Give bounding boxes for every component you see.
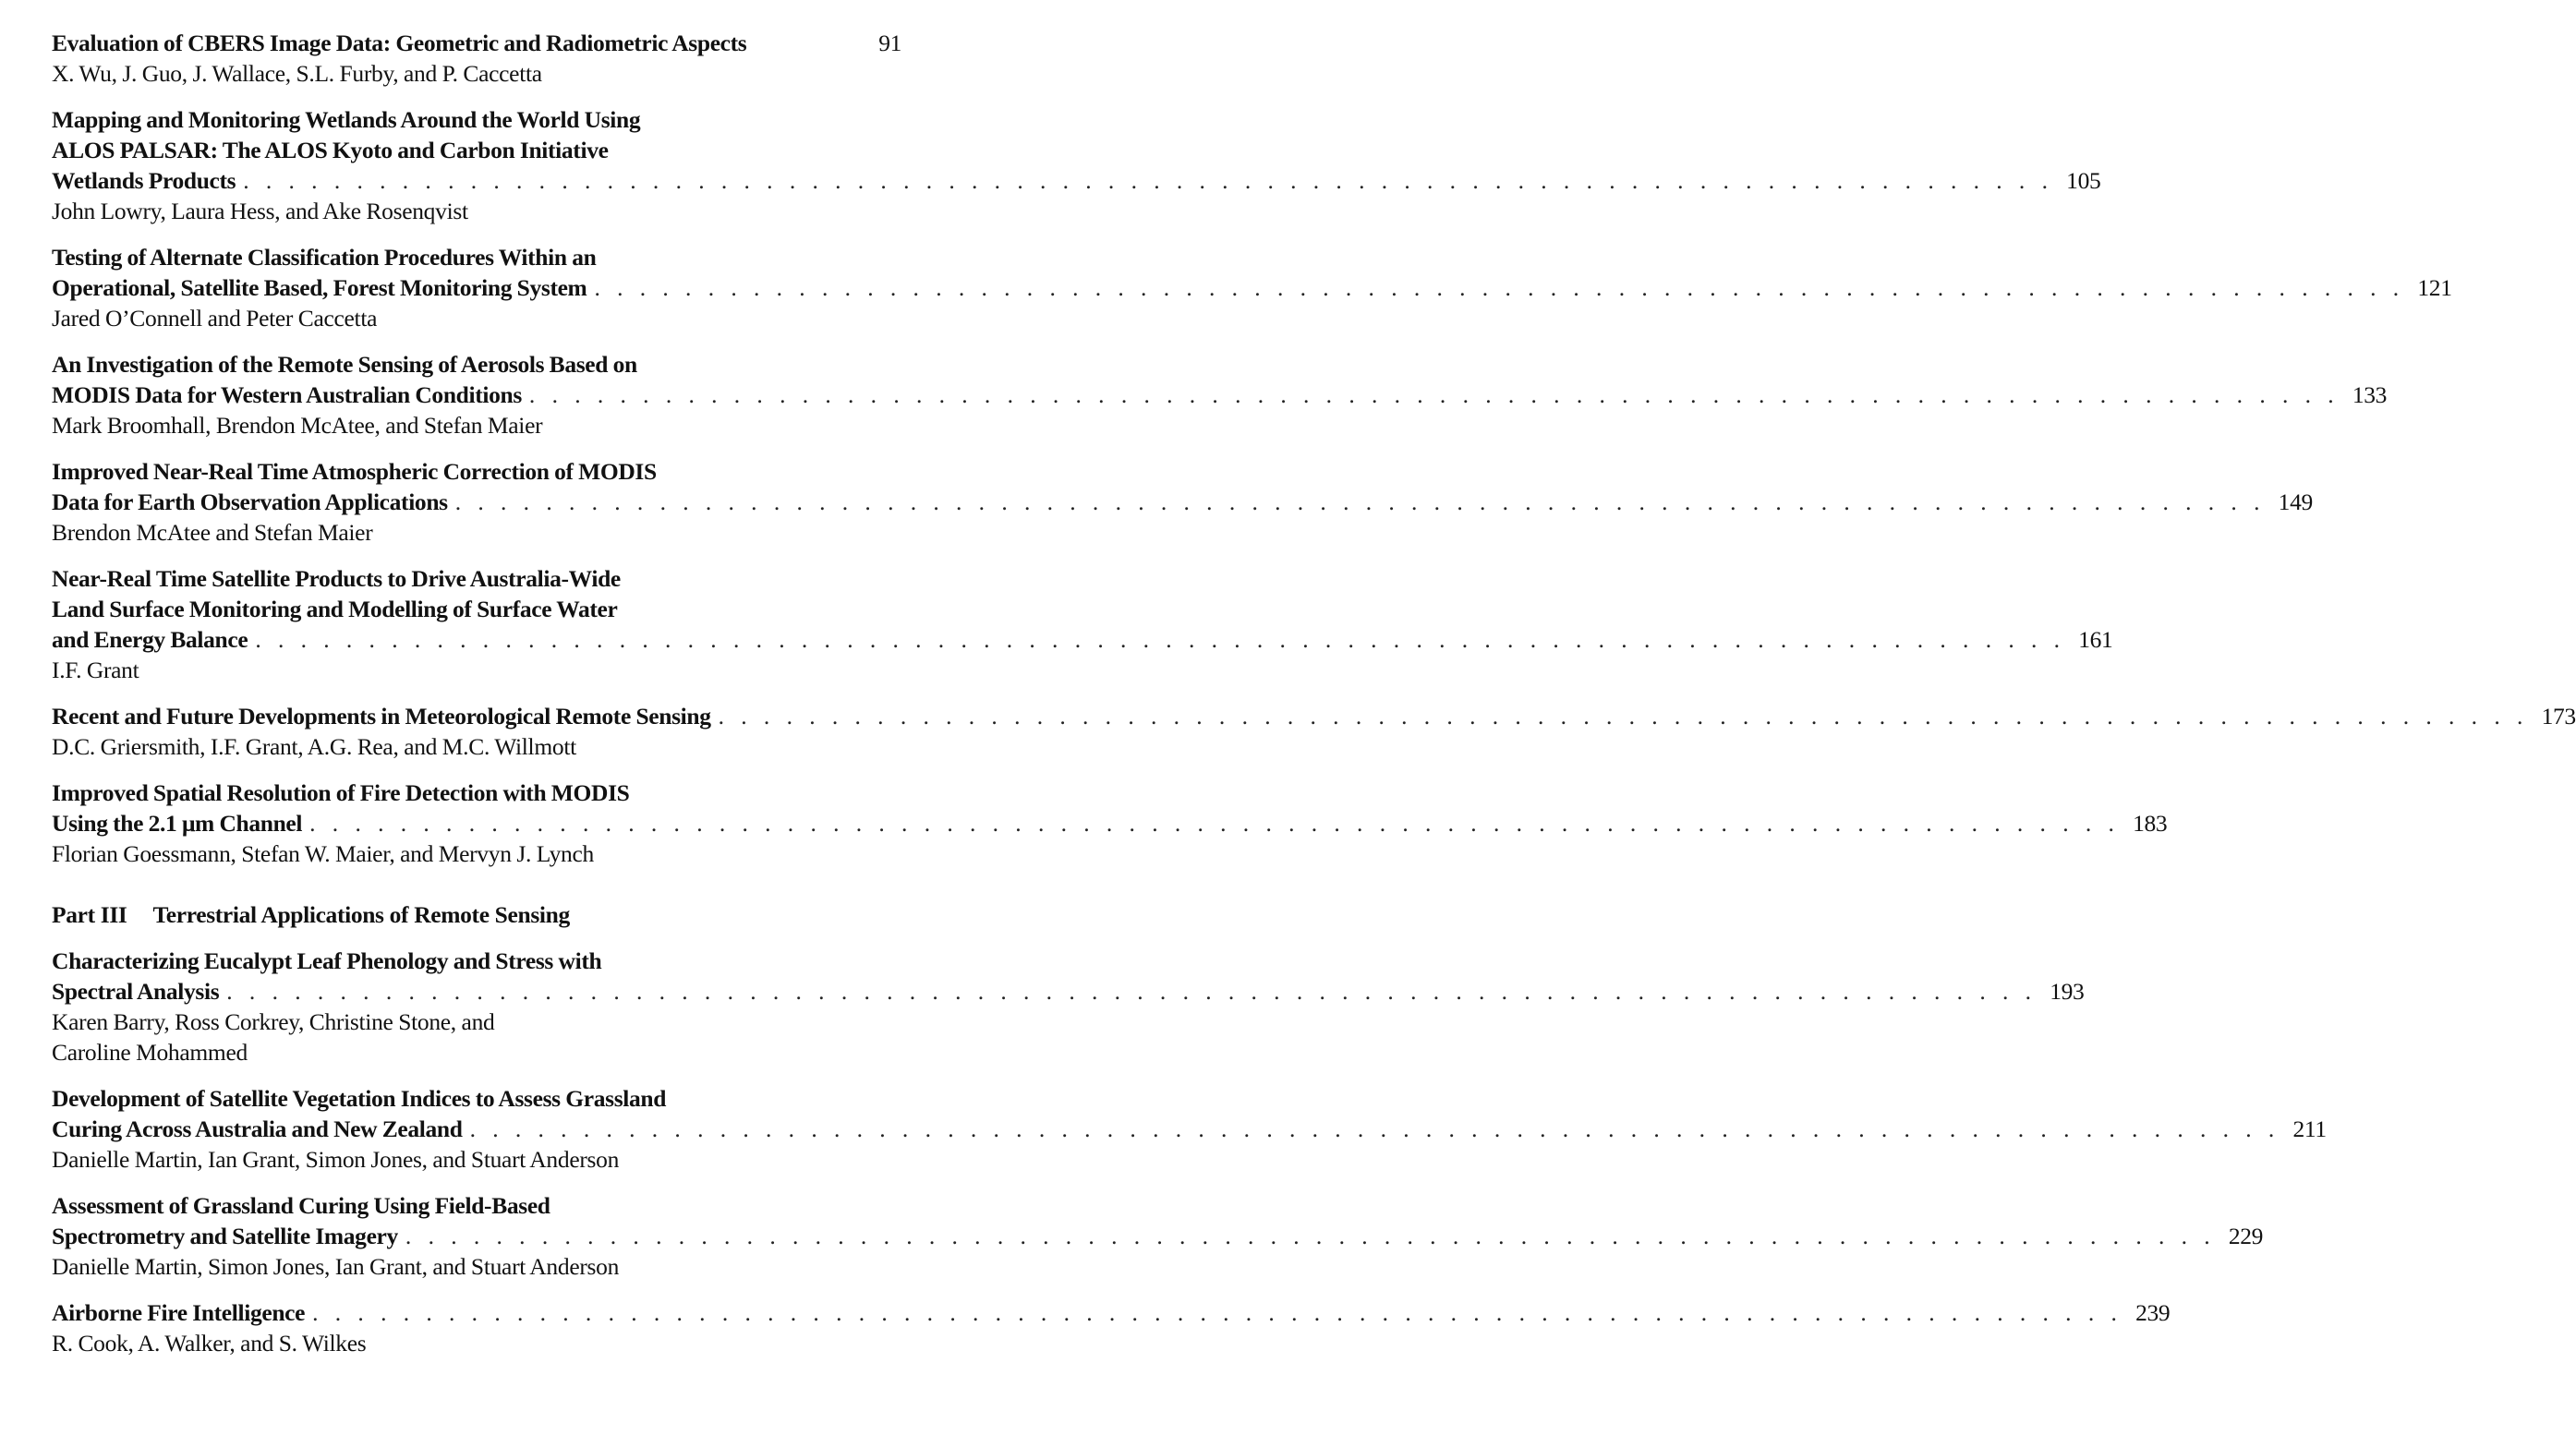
entry-title-line [52,594,901,624]
entry-title-line [52,165,2101,196]
page-number: 239 [2135,1299,2171,1326]
toc-entry[interactable] [52,701,2576,762]
toc-entry[interactable] [52,104,2101,226]
entry-title: Characterizing Eucalypt Leaf Phenology and Stress with [52,947,602,974]
entry-title-line [52,701,2576,731]
entry-title: Wetlands Products [52,167,236,194]
entry-title: An Investigation of the Remote Sensing of Aerosols Based on [52,351,637,378]
entry-title-line [52,1190,901,1221]
entry-authors: Brendon McAtee and Stefan Maier [52,519,373,546]
page-number: 133 [2352,381,2388,408]
entry-title-line [52,104,901,135]
entry-title: Improved Spatial Resolution of Fire Detection with MODIS [52,779,630,806]
toc-entry[interactable] [52,1083,2327,1175]
page-number: 173 [2541,703,2576,730]
entry-authors: Caroline Mohammed [52,1039,248,1066]
entry-authors: Florian Goessmann, Stefan W. Maier, and Mervyn J. Lynch [52,840,594,867]
page-number: 211 [2292,1115,2327,1142]
dot-leader: . . . . . . . . . . . . . . . . . . . . . . . . . . . . . . . . . . . . . . . . . . . . . . . . . . . . . . . . . . . . . . . . . . . . . . . . . . . . . . . . [718,703,2529,730]
entry-title: Data for Earth Observation Applications [52,488,448,515]
entry-title-line [52,135,901,165]
page-number: 105 [2066,167,2101,194]
entry-authors: R. Cook, A. Walker, and S. Wilkes [52,1330,367,1357]
entry-authors: John Lowry, Laura Hess, and Ake Rosenqvist [52,198,468,224]
table-of-contents [52,28,2576,1374]
entry-title-line [52,456,901,487]
toc-entry[interactable] [52,1297,2171,1358]
entry-title: ALOS PALSAR: The ALOS Kyoto and Carbon Initiative [52,137,609,163]
entry-title-line [52,624,2113,655]
entry-authors: Danielle Martin, Simon Jones, Ian Grant, and Stuart Anderson [52,1253,620,1280]
page-number: 193 [2050,978,2085,1005]
toc-group [52,946,2327,1358]
toc-entry[interactable] [52,1190,2264,1282]
entry-title: Operational, Satellite Based, Forest Monitoring System [52,274,587,301]
entry-title-line [52,808,2168,838]
entry-title: Improved Near-Real Time Atmospheric Correction of MODIS [52,458,657,485]
entry-title: Using the 2.1 μm Channel [52,810,303,837]
page-number: 161 [2078,626,2113,653]
entry-title-line [52,242,901,272]
toc-entry[interactable] [52,28,901,89]
dot-leader: . . . . . . . . . . . . . . . . . . . . . . . . . . . . . . . . . . . . . . . . . . . . . . . . . . . . . . . . . . . . . . . . . . . . . . . . . . . . . . . . [255,626,2066,653]
entry-title: Near-Real Time Satellite Products to Drive Australia-Wide [52,565,621,592]
entry-title-line [52,946,901,976]
entry-title-line [52,380,2388,410]
entry-title-line [52,778,901,808]
entry-title: Recent and Future Developments in Meteorological Remote Sensing [52,703,711,730]
dot-leader: . . . . . . . . . . . . . . . . . . . . . . . . . . . . . . . . . . . . . . . . . . . . . . . . . . . . . . . . . . . . . . . . . . . . . . . . . . . . . . . . [469,1115,2280,1142]
entry-title-line [52,1114,2327,1144]
entry-title: Testing of Alternate Classification Procedures Within an [52,244,597,271]
part-title: Terrestrial Applications of Remote Sensing [152,901,570,928]
page-number: 229 [2228,1223,2264,1249]
entry-title: Mapping and Monitoring Wetlands Around the World Using [52,106,641,133]
entry-title-line [52,563,901,594]
entry-title: Development of Satellite Vegetation Indices to Assess Grassland [52,1085,667,1112]
entry-authors: Mark Broomhall, Brendon McAtee, and Stefan Maier [52,412,543,439]
entry-title: and Energy Balance [52,626,248,653]
entry-title: Assessment of Grassland Curing Using Field-Based [52,1192,550,1219]
part-label: Part III [52,901,127,928]
toc-entry[interactable] [52,563,2113,685]
toc-entry[interactable] [52,946,2085,1067]
dot-leader: . . . . . . . . . . . . . . . . . . . . . . . . . . . . . . . . . . . . . . . . . . . . . . . . . . . . . . . . . . . . . . . . . . . . . . . . . . . . . . . . [226,978,2038,1005]
entry-authors: Karen Barry, Ross Corkrey, Christine Stone, and [52,1008,495,1035]
entry-title-line [52,1297,2171,1328]
toc-entry[interactable] [52,242,2452,333]
entry-title: Land Surface Monitoring and Modelling of Surface Water [52,596,618,622]
dot-leader: . . . . . . . . . . . . . . . . . . . . . . . . . . . . . . . . . . . . . . . . . . . . . . . . . . . . . . . . . . . . . . . . . . . . . . . . . . . . . . . . [405,1223,2216,1249]
toc-entry[interactable] [52,349,2388,440]
dot-leader: . . . . . . . . . . . . . . . . . . . . . . . . . . . . . . . . . . . . . . . . . . . . . . . . . . . . . . . . . . . . . . . . . . . . . . . . . . . . . . . . [312,1299,2123,1326]
entry-title-line [52,1221,2264,1251]
toc-group [52,28,2576,869]
dot-leader: . . . . . . . . . . . . . . . . . . . . . . . . . . . . . . . . . . . . . . . . . . . . . . . . . . . . . . . . . . . . . . . . . . . . . . . . . . . . . . . . [243,167,2054,194]
entry-authors: X. Wu, J. Guo, J. Wallace, S.L. Furby, and P. Caccetta [52,60,542,87]
entry-title: Evaluation of CBERS Image Data: Geometric and Radiometric Aspects [52,30,747,56]
entry-title-line [52,1083,901,1114]
entry-title: Curing Across Australia and New Zealand [52,1115,463,1142]
entry-title: Airborne Fire Intelligence [52,1299,306,1326]
toc-entry[interactable] [52,456,2313,548]
entry-authors: D.C. Griersmith, I.F. Grant, A.G. Rea, and M.C. Willmott [52,733,576,760]
entry-title-line [52,272,2452,303]
entry-title: MODIS Data for Western Australian Conditions [52,381,522,408]
page-number: 183 [2133,810,2168,837]
entry-authors: Jared O’Connell and Peter Caccetta [52,305,378,332]
dot-leader: . . . . . . . . . . . . . . . . . . . . . . . . . . . . . . . . . . . . . . . . . . . . . . . . . . . . . . . . . . . . . . . . . . . . . . . . . . . . . . . . [594,274,2405,301]
page-number: 149 [2278,488,2313,515]
part-heading [52,899,901,930]
entry-title-line [52,28,901,58]
toc-entry[interactable] [52,778,2168,869]
entry-authors: I.F. Grant [52,657,139,683]
entry-title-line [52,976,2085,1007]
dot-leader: . . . . . . . . . . . . . . . . . . . . . . . . . . . . . . . . . . . . . . . . . . . . . . . . . . . . . . . . . . . . . . . . . . . . . . . . . . . . . . . . [309,810,2121,837]
page-number: 91 [878,30,901,56]
entry-title-line [52,349,901,380]
dot-leader: . . . . . . . . . . . . . . . . . . . . . . . . . . . . . . . . . . . . . . . . . . . . . . . . . . . . . . . . . . . . . . . . . . . . . . . . . . . . . . . . [528,381,2340,408]
entry-authors: Danielle Martin, Ian Grant, Simon Jones, and Stuart Anderson [52,1146,620,1173]
entry-title: Spectrometry and Satellite Imagery [52,1223,398,1249]
entry-title-line [52,487,2313,517]
entry-title: Spectral Analysis [52,978,220,1005]
dot-leader: . . . . . . . . . . . . . . . . . . . . . . . . . . . . . . . . . . . . . . . . . . . . . . . . . . . . . . . . . . . . . . . . . . . . . . . . . . . . . . . . [454,488,2266,515]
page-number: 121 [2417,274,2452,301]
